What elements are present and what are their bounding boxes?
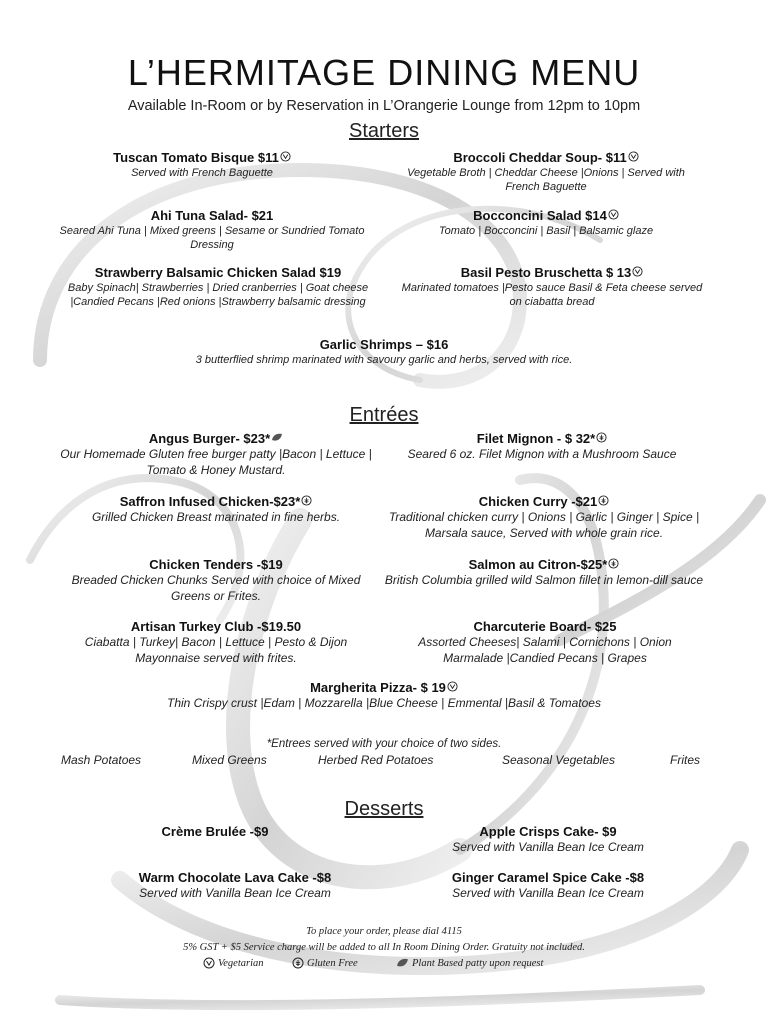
item-name: Filet Mignon - $ 32* [386, 431, 698, 447]
gluten-free-icon [598, 494, 609, 510]
plant-based-icon [271, 431, 283, 447]
menu-item [384, 557, 704, 589]
item-description: Thin Crispy crust |Edam | Mozzarella |Blue Cheese | Emmental |Basil & Tomatoes [167, 696, 601, 710]
item-name: Saffron Infused Chicken-$23* [58, 494, 374, 510]
item-name: Apple Crisps Cake- $9 [479, 824, 617, 839]
item-description: Seared Ahi Tuna | Mixed greens | Sesame or Sundried Tomato Dressing [59, 225, 365, 251]
item-description: Tomato | Bocconcini | Basil | Balsamic glaze [438, 225, 654, 237]
menu-item [84, 680, 684, 712]
menu-item [60, 870, 410, 902]
menu-item [396, 150, 696, 194]
plant-based-icon [396, 957, 409, 969]
side-option: Herbed Red Potatoes [318, 753, 434, 767]
legend-gluten-free: Gluten Free [292, 957, 358, 969]
item-name: Strawberry Balsamic Chicken Salad $19 [94, 265, 342, 280]
item-description: Marinated tomatoes |Pesto sauce Basil & Feta cheese served on ciabatta bread [401, 282, 703, 308]
vegetarian-icon [632, 265, 643, 281]
menu-item [58, 431, 374, 478]
item-name: Garlic Shrimps – $16 [319, 337, 449, 352]
item-description: Assorted Cheeses| Salami | Cornichons | Onion Marmalade |Candied Pecans | Grapes [418, 635, 672, 665]
vegetarian-icon [628, 150, 639, 166]
vegetarian-icon [280, 150, 291, 166]
gluten-free-icon [301, 494, 312, 510]
menu-item [398, 870, 698, 902]
item-name: Warm Chocolate Lava Cake -$8 [138, 870, 332, 885]
item-description: Baby Spinach| Strawberries | Dried cranberries | Goat cheese |Candied Pecans |Red onions |Strawberry balsamic dressing [67, 282, 369, 308]
menu-item [58, 494, 374, 526]
item-name: Basil Pesto Bruschetta $ 13 [396, 265, 708, 281]
item-description: Breaded Chicken Chunks Served with choice of Mixed Greens or Frites. [71, 573, 361, 603]
menu-item [60, 265, 376, 309]
item-description: Our Homemade Gluten free burger patty |Bacon | Lettuce | Tomato & Honey Mustard. [60, 447, 372, 477]
item-name: Chicken Curry -$21 [386, 494, 702, 510]
item-description: 3 butterflied shrimp marinated with savoury garlic and herbs, served with rice. [195, 354, 573, 366]
menu-item [390, 619, 700, 666]
gluten-free-icon [292, 957, 304, 969]
side-option: Mash Potatoes [61, 753, 142, 767]
item-name: Angus Burger- $23* [58, 431, 374, 447]
menu-item [386, 494, 702, 541]
vegetarian-icon [447, 680, 458, 696]
menu-item [58, 619, 374, 666]
desserts-heading: Desserts [344, 798, 424, 820]
menu-item [398, 824, 698, 856]
item-name: Bocconcini Salad $14 [396, 208, 696, 224]
item-name: Broccoli Cheddar Soup- $11 [396, 150, 696, 166]
gluten-free-icon [608, 557, 619, 573]
menu-item [52, 208, 372, 252]
entrees-heading: Entrées [349, 404, 419, 426]
side-option: Mixed Greens [192, 753, 267, 767]
menu-item [396, 208, 696, 238]
order-instructions: To place your order, please dial 4115 [306, 926, 462, 937]
page-title: L’HERMITAGE DINING MENU [127, 52, 641, 93]
item-description: Vegetable Broth | Cheddar Cheese |Onions | Served with French Baguette [407, 167, 685, 193]
item-description: Grilled Chicken Breast marinated in fine herbs. [91, 510, 341, 524]
item-description: Seared 6 oz. Filet Mignon with a Mushroom Sauce [407, 447, 677, 461]
service-charge-note: 5% GST + $5 Service charge will be added to all In Room Dining Order. Gratuity not included. [183, 942, 585, 953]
item-name: Ahi Tuna Salad- $21 [150, 208, 274, 223]
item-name: Crème Brulée -$9 [161, 824, 269, 839]
item-description: Traditional chicken curry | Onions | Garlic | Ginger | Spice | Marsala sauce, Served with whole grain rice. [388, 510, 700, 540]
item-name: Chicken Tenders -$19 [149, 557, 283, 572]
menu-item [386, 431, 698, 463]
starters-heading: Starters [348, 120, 420, 142]
vegetarian-icon [203, 957, 215, 969]
vegetarian-icon [608, 208, 619, 224]
legend-plant-based: Plant Based patty upon request [396, 957, 543, 969]
item-description: Served with French Baguette [131, 167, 273, 179]
item-name: Charcuterie Board- $25 [473, 619, 617, 634]
menu-item [58, 557, 374, 604]
page-subtitle: Available In-Room or by Reservation in L’Orangerie Lounge from 12pm to 10pm [127, 98, 641, 114]
item-name: Artisan Turkey Club -$19.50 [130, 619, 302, 634]
side-option: Seasonal Vegetables [502, 753, 615, 767]
menu-item [396, 265, 708, 309]
menu-item [84, 337, 684, 367]
gluten-free-icon [596, 431, 607, 447]
item-name: Salmon au Citron-$25* [384, 557, 704, 573]
item-description: Served with Vanilla Bean Ice Cream [452, 886, 644, 900]
menu-item [52, 150, 352, 180]
legend-vegetarian: Vegetarian [203, 957, 264, 969]
sides-note: *Entrees served with your choice of two sides. [266, 738, 502, 750]
item-name: Ginger Caramel Spice Cake -$8 [451, 870, 645, 885]
item-name: Tuscan Tomato Bisque $11 [52, 150, 352, 166]
item-description: British Columbia grilled wild Salmon fillet in lemon-dill sauce [384, 573, 704, 587]
side-option: Frites [670, 753, 700, 767]
item-description: Served with Vanilla Bean Ice Cream [452, 840, 644, 854]
item-description: Served with Vanilla Bean Ice Cream [139, 886, 331, 900]
item-description: Ciabatta | Turkey| Bacon | Lettuce | Pesto & Dijon Mayonnaise served with frites. [84, 635, 348, 665]
item-name: Margherita Pizza- $ 19 [84, 680, 684, 696]
menu-item [60, 824, 370, 840]
